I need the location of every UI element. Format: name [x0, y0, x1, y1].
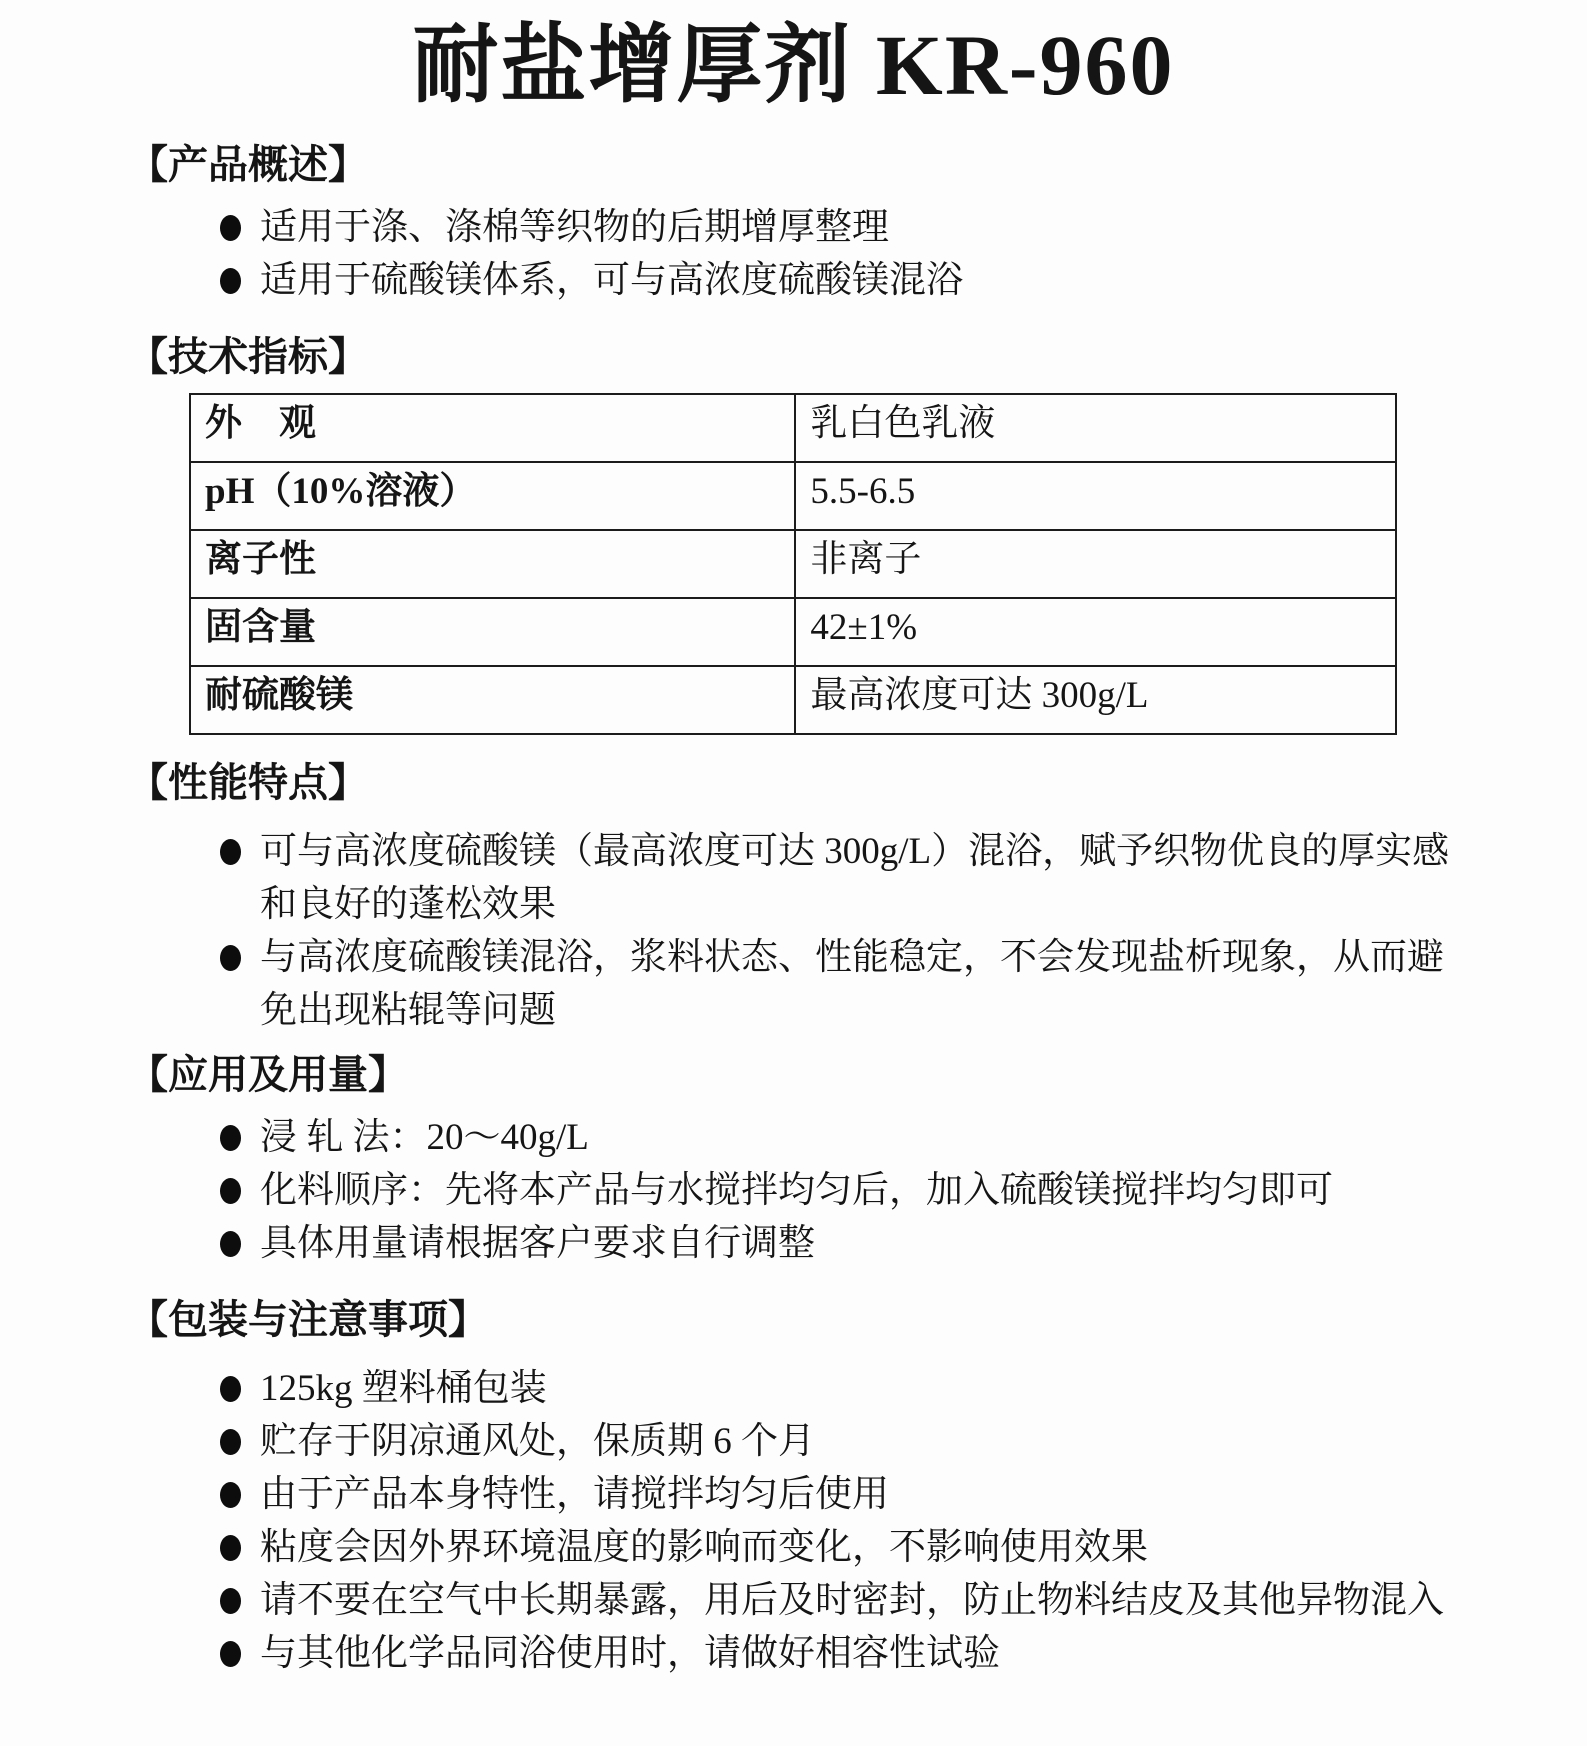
spec-label-ph: pH（10%溶液） — [190, 462, 795, 530]
bullet-icon — [220, 1482, 241, 1508]
bullet-text: 粘度会因外界环境温度的影响而变化，不影响使用效果 — [260, 1526, 1148, 1568]
bullet-icon — [220, 1231, 241, 1257]
spec-value-ph: 5.5-6.5 — [795, 462, 1396, 530]
bullet-icon — [220, 1376, 241, 1402]
bullet-text: 125kg 塑料桶包装 — [260, 1367, 547, 1409]
bullet-text: 适用于涤、涤棉等织物的后期增厚整理 — [260, 206, 889, 248]
list-item — [220, 1521, 1467, 1574]
spec-value-solid-content: 42±1% — [795, 598, 1396, 666]
bullet-icon — [220, 945, 241, 971]
spec-label-solid-content: 固含量 — [190, 598, 795, 666]
list-item — [220, 1468, 1467, 1521]
list-item — [220, 1627, 1467, 1680]
bullet-icon — [220, 1125, 241, 1151]
list-item — [220, 931, 1467, 1037]
table-row — [190, 462, 1396, 530]
spec-value-ionicity: 非离子 — [795, 530, 1396, 598]
table-row — [190, 598, 1396, 666]
table-row — [190, 530, 1396, 598]
list-item — [220, 825, 1467, 931]
bullet-text: 具体用量请根据客户要求自行调整 — [260, 1222, 815, 1264]
product-overview-list — [220, 201, 1467, 307]
bullet-text: 可与高浓度硫酸镁（最高浓度可达 300g/L）混浴，赋予织物优良的厚实感和良好的蓬松效果 — [260, 830, 1450, 925]
bullet-icon — [220, 268, 241, 294]
spec-label-magnesium-sulfate-resistance: 耐硫酸镁 — [190, 666, 795, 734]
bullet-text: 贮存于阴凉通风处，保质期 6 个月 — [260, 1420, 815, 1462]
bullet-text: 由于产品本身特性，请搅拌均匀后使用 — [260, 1473, 889, 1515]
section-heading-technical-specs: 【技术指标】 — [128, 333, 368, 379]
list-item — [220, 1574, 1467, 1627]
bullet-icon — [220, 839, 241, 865]
bullet-text: 与其他化学品同浴使用时，请做好相容性试验 — [260, 1632, 1000, 1674]
list-item — [220, 1111, 1467, 1164]
list-item — [220, 1164, 1467, 1217]
list-item — [220, 201, 1467, 254]
bullet-icon — [220, 1178, 241, 1204]
table-row — [190, 666, 1396, 734]
bullet-icon — [220, 1535, 241, 1561]
application-dosage-list — [220, 1111, 1467, 1270]
spec-label-ionicity: 离子性 — [190, 530, 795, 598]
list-item — [220, 254, 1467, 307]
bullet-icon — [220, 1429, 241, 1455]
bullet-text: 请不要在空气中长期暴露，用后及时密封，防止物料结皮及其他异物混入 — [260, 1579, 1444, 1621]
section-heading-performance-features: 【性能特点】 — [128, 759, 368, 805]
table-row — [190, 394, 1396, 462]
bullet-icon — [220, 1641, 241, 1667]
list-item — [220, 1362, 1467, 1415]
bullet-text: 化料顺序：先将本产品与水搅拌均匀后，加入硫酸镁搅拌均匀即可 — [260, 1169, 1333, 1211]
bullet-icon — [220, 1588, 241, 1614]
section-heading-packaging-precautions: 【包装与注意事项】 — [128, 1296, 488, 1342]
bullet-text: 适用于硫酸镁体系，可与高浓度硫酸镁混浴 — [260, 259, 963, 301]
bullet-text: 浸 轧 法：20～40g/L — [260, 1116, 589, 1158]
page-title: 耐盐增厚剂 KR-960 — [412, 17, 1175, 113]
list-item — [220, 1217, 1467, 1270]
spec-value-appearance: 乳白色乳液 — [795, 394, 1396, 462]
bullet-text: 与高浓度硫酸镁混浴，浆料状态、性能稳定，不会发现盐析现象，从而避免出现粘辊等问题 — [260, 936, 1444, 1031]
spec-label-appearance: 外 观 — [190, 394, 795, 462]
section-heading-product-overview: 【产品概述】 — [128, 141, 368, 187]
spec-value-magnesium-sulfate-resistance: 最高浓度可达 300g/L — [795, 666, 1396, 734]
performance-features-list — [220, 825, 1467, 1037]
packaging-precautions-list — [220, 1362, 1467, 1680]
section-heading-application-dosage: 【应用及用量】 — [128, 1051, 408, 1097]
list-item — [220, 1415, 1467, 1468]
bullet-icon — [220, 215, 241, 241]
technical-specs-table — [189, 393, 1397, 735]
